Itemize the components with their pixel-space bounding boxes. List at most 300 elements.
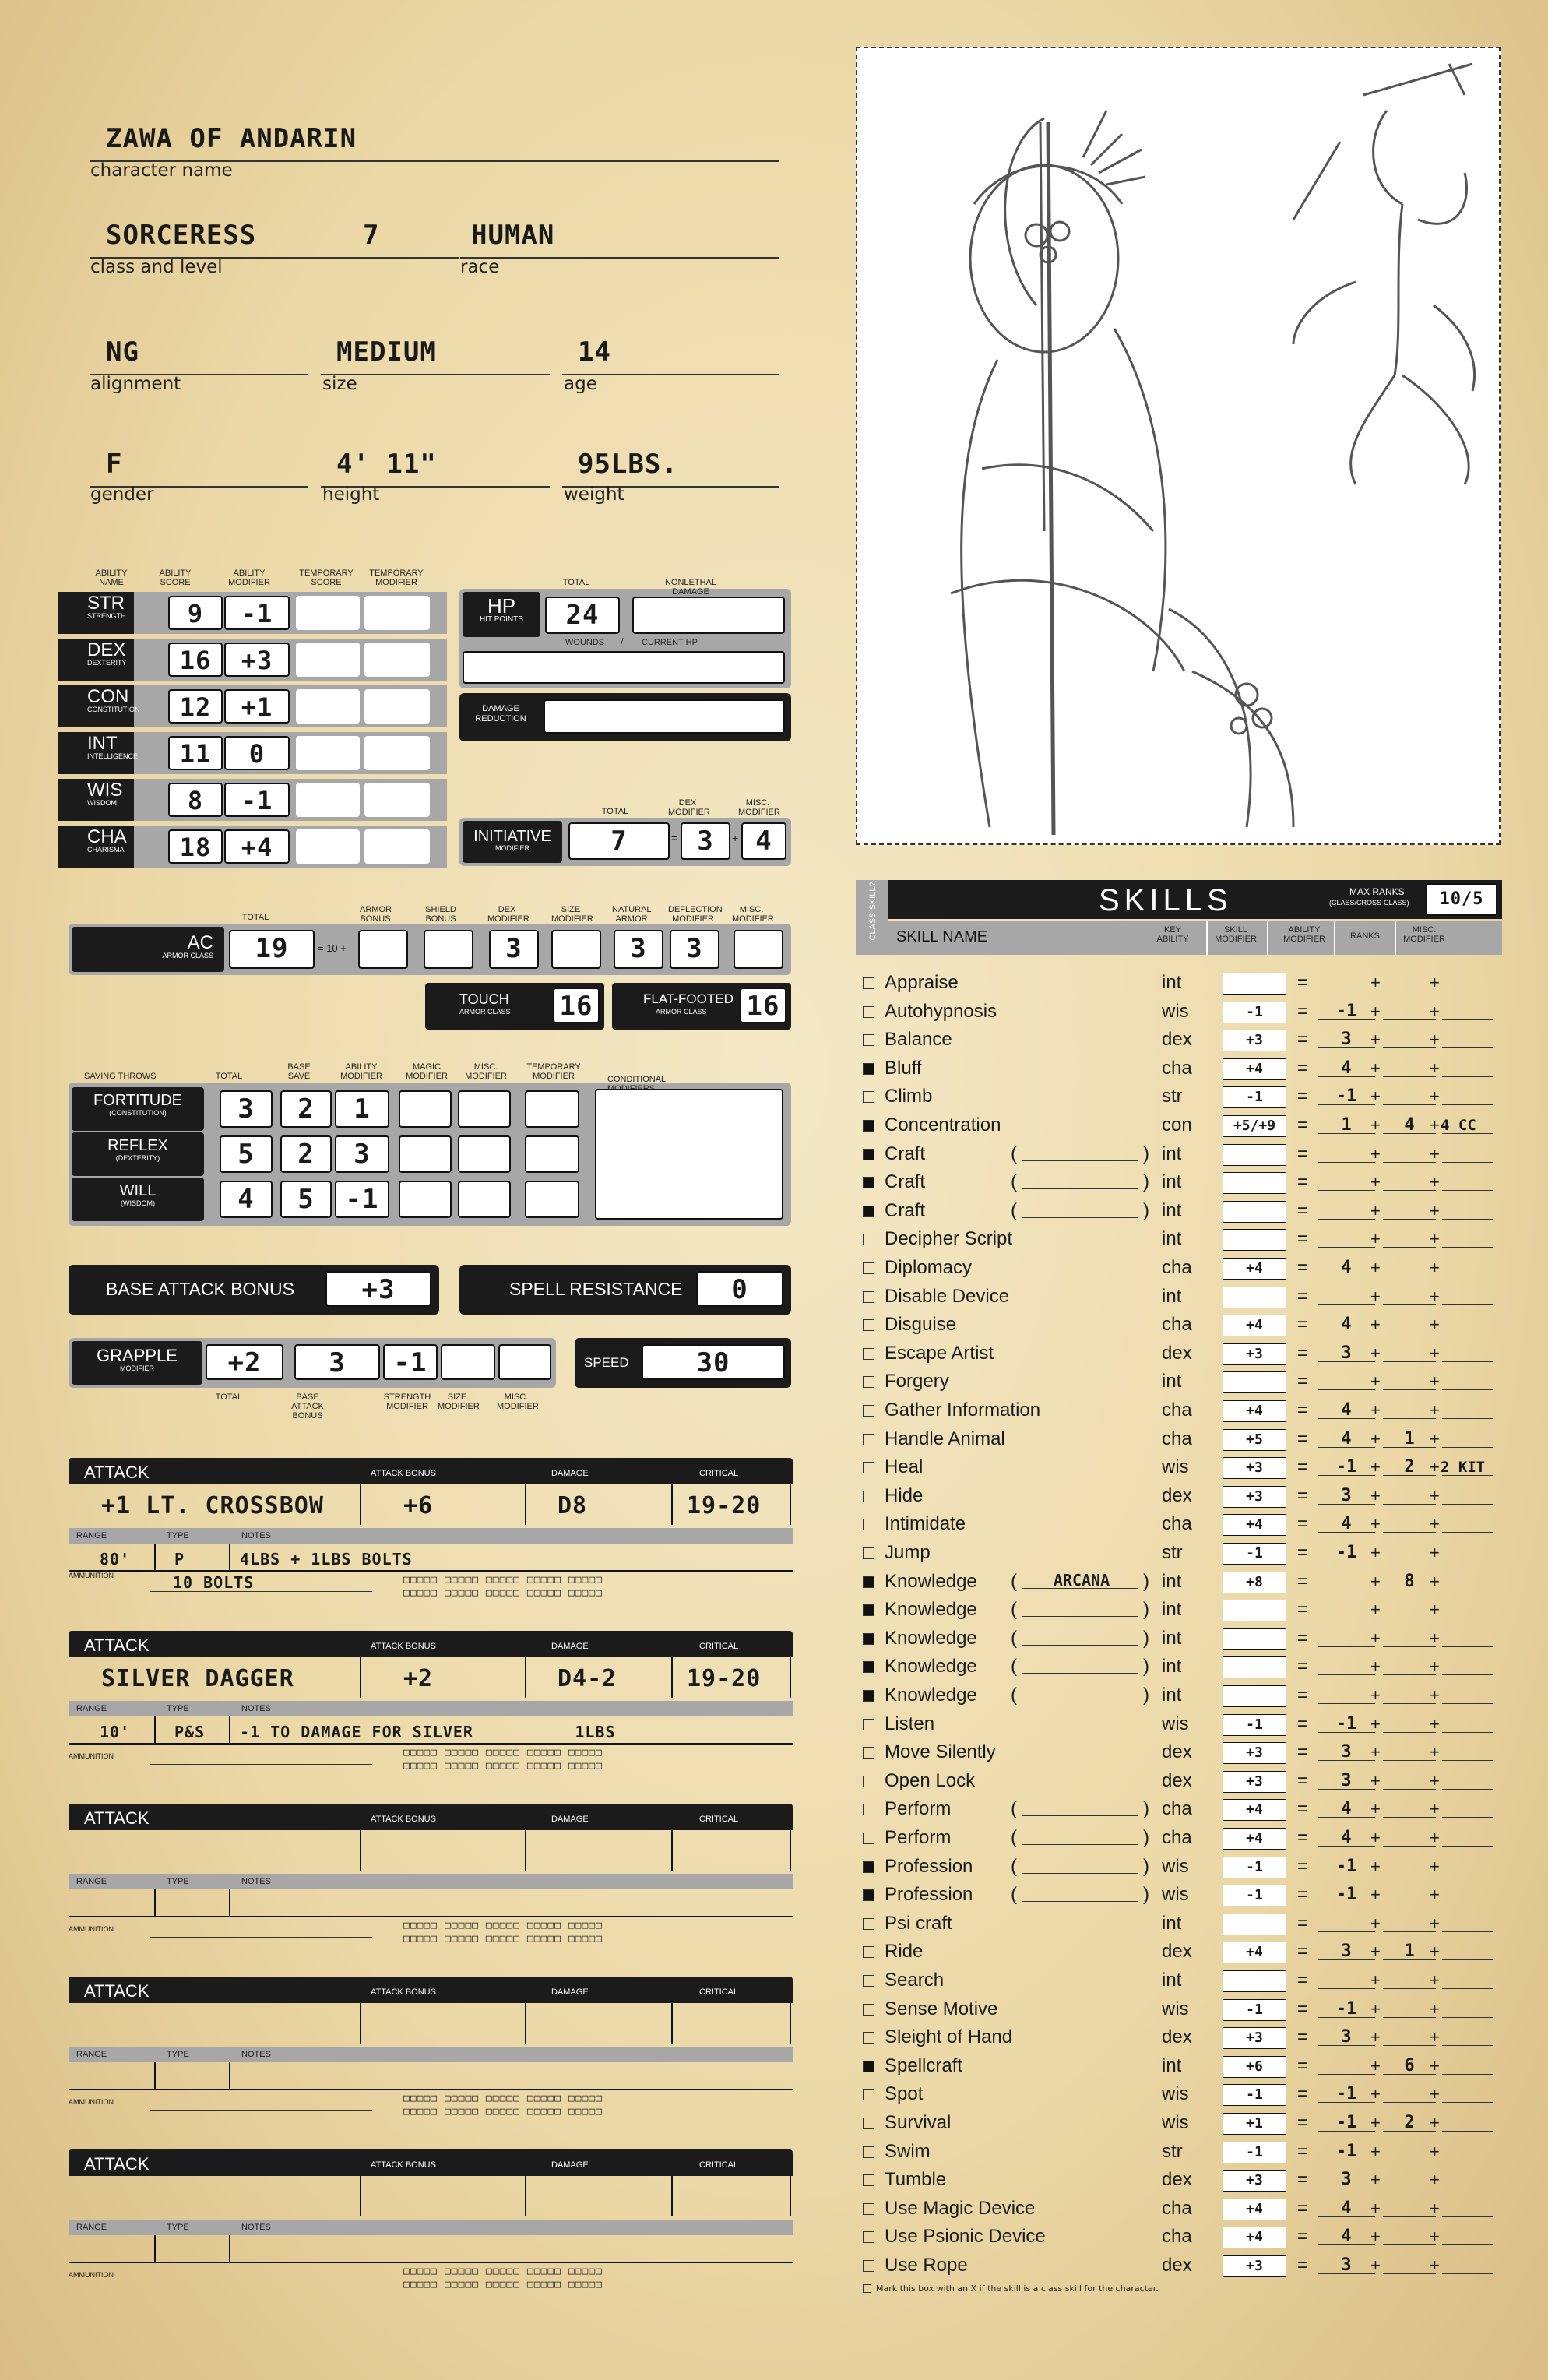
skill-modifier[interactable]: +4 bbox=[1223, 2227, 1286, 2248]
skill-name: Disable Device bbox=[885, 1286, 1010, 1307]
temp-modifier[interactable] bbox=[364, 643, 430, 677]
ac-shield[interactable] bbox=[424, 930, 473, 969]
ability-modifier[interactable]: -1 bbox=[224, 596, 290, 630]
skill-modifier[interactable]: +3 bbox=[1223, 1343, 1286, 1365]
ability-modifier[interactable]: 3 bbox=[1341, 2255, 1352, 2275]
type-label: TYPE bbox=[167, 1704, 189, 1713]
class-skill-checkbox[interactable] bbox=[863, 2146, 874, 2158]
hp-slash: / bbox=[621, 637, 624, 646]
ability-modifier[interactable]: 0 bbox=[224, 736, 290, 770]
sr-block bbox=[459, 1265, 791, 1315]
skill-subtype-value: ARCANA bbox=[1053, 1571, 1110, 1590]
skill-modifier[interactable]: +3 bbox=[1223, 2170, 1286, 2192]
ability-modifier[interactable]: 3 bbox=[1341, 2170, 1352, 2189]
notes[interactable]: 4LBS + 1LBS BOLTS bbox=[240, 1550, 413, 1568]
ability-modifier[interactable]: -1 bbox=[1335, 1086, 1357, 1106]
skill-row: Craft ( ) int = + + bbox=[861, 1197, 1492, 1225]
size-field[interactable] bbox=[321, 329, 550, 375]
ability-modifier[interactable]: -1 bbox=[1335, 2113, 1357, 2132]
ammo-checkboxes[interactable]: □□□□□ □□□□□ □□□□□ □□□□□ □□□□□ □□□□□ □□□□□ □□□□□ □□□□□ □□□□□ bbox=[403, 1747, 603, 1772]
temp-score[interactable] bbox=[296, 783, 360, 817]
ability-abbr: DEX bbox=[87, 639, 126, 660]
save-ability[interactable]: 3 bbox=[335, 1135, 389, 1173]
class-skill-checkbox[interactable] bbox=[863, 2061, 874, 2072]
skill-modifier[interactable]: +4 bbox=[1223, 1942, 1286, 1963]
ability-row-cha bbox=[58, 826, 447, 868]
skill-name: Heal bbox=[885, 1456, 924, 1477]
save-magic[interactable] bbox=[399, 1090, 452, 1128]
ac-deflection[interactable]: 3 bbox=[670, 930, 719, 969]
skill-modifier[interactable]: -1 bbox=[1223, 1002, 1286, 1023]
initiative-dex[interactable]: 3 bbox=[681, 822, 730, 860]
ability-modifier[interactable]: +3 bbox=[224, 643, 290, 677]
ammunition-field[interactable] bbox=[150, 2266, 372, 2283]
temp-modifier[interactable] bbox=[364, 736, 430, 770]
height-field[interactable] bbox=[321, 441, 550, 488]
ability-modifier[interactable]: -1 bbox=[1335, 2084, 1357, 2104]
damage[interactable]: D4-2 bbox=[558, 1665, 617, 1692]
skill-name: Use Magic Device bbox=[885, 2198, 1036, 2219]
save-misc[interactable] bbox=[458, 1135, 511, 1173]
temp-modifier[interactable] bbox=[364, 689, 430, 724]
skill-name: Diplomacy bbox=[885, 1257, 973, 1278]
ammunition-field[interactable] bbox=[150, 2093, 372, 2111]
key-ability: int bbox=[1162, 1656, 1182, 1677]
misc-modifier[interactable]: 2 KIT bbox=[1441, 1459, 1486, 1476]
ability-modifier[interactable]: 4 bbox=[1341, 1258, 1352, 1277]
save-ability[interactable]: 1 bbox=[335, 1090, 389, 1128]
class-skill-checkbox[interactable] bbox=[863, 1690, 874, 1702]
skill-name: Move Silently bbox=[885, 1741, 996, 1762]
class-skill-checkbox[interactable] bbox=[863, 1405, 874, 1417]
class-skill-checkbox[interactable] bbox=[863, 1319, 874, 1331]
attack-bonus[interactable]: +6 bbox=[403, 1492, 434, 1519]
attack-header bbox=[69, 1804, 793, 1830]
type[interactable]: P bbox=[174, 1550, 185, 1568]
character-name-field[interactable] bbox=[90, 109, 779, 162]
ability-row-dex bbox=[58, 639, 447, 681]
hp-wounds-current[interactable] bbox=[463, 651, 785, 684]
weapon-name[interactable]: +1 LT. CROSSBOW bbox=[101, 1492, 324, 1519]
temp-modifier[interactable] bbox=[364, 829, 430, 864]
grapple-sub: MODIFIER bbox=[120, 1364, 154, 1372]
class-skill-checkbox[interactable] bbox=[863, 1034, 874, 1046]
class-field[interactable] bbox=[90, 209, 459, 259]
skill-modifier[interactable] bbox=[1223, 1628, 1286, 1650]
ac-dex[interactable]: 3 bbox=[489, 930, 539, 969]
ability-modifier[interactable]: 4 bbox=[1341, 1315, 1352, 1334]
temp-score[interactable] bbox=[296, 736, 360, 770]
skill-modifier[interactable]: -1 bbox=[1223, 2084, 1286, 2106]
class-skill-checkbox[interactable] bbox=[863, 2118, 874, 2129]
skill-modifier[interactable]: +4 bbox=[1223, 1799, 1286, 1821]
save-sub: (DEXTERITY) bbox=[115, 1154, 160, 1162]
initiative-misc[interactable]: 4 bbox=[741, 822, 786, 860]
skill-modifier[interactable]: +6 bbox=[1223, 2056, 1286, 2078]
class-skill-checkbox[interactable] bbox=[863, 1804, 874, 1815]
class-skill-checkbox[interactable] bbox=[863, 2260, 874, 2272]
save-ability[interactable]: -1 bbox=[335, 1181, 389, 1218]
height-value: 4' 11" bbox=[336, 449, 437, 480]
save-name: FORTITUDE bbox=[93, 1092, 183, 1109]
skill-row: Forgery int = + + bbox=[861, 1368, 1492, 1396]
ranks[interactable]: 2 bbox=[1404, 2113, 1415, 2132]
skill-modifier[interactable] bbox=[1223, 1172, 1286, 1194]
class-skill-checkbox[interactable] bbox=[863, 2203, 874, 2215]
skill-modifier[interactable]: +4 bbox=[1223, 1315, 1286, 1336]
initiative-total[interactable]: 7 bbox=[568, 822, 670, 860]
conditional-modifiers[interactable] bbox=[595, 1089, 783, 1220]
skill-name: Decipher Script bbox=[885, 1228, 1013, 1249]
skill-modifier[interactable] bbox=[1223, 1685, 1286, 1707]
ranks[interactable]: 4 bbox=[1404, 1115, 1415, 1135]
save-base[interactable]: 5 bbox=[280, 1181, 332, 1218]
class-skill-checkbox[interactable] bbox=[863, 1661, 874, 1673]
gender-field[interactable] bbox=[90, 441, 308, 488]
bab-block bbox=[69, 1265, 439, 1315]
ammunition-field[interactable] bbox=[150, 1748, 372, 1765]
class-skill-checkbox[interactable] bbox=[863, 977, 874, 989]
misc-modifier[interactable]: 4 CC bbox=[1441, 1117, 1476, 1134]
class-skill-checkbox[interactable] bbox=[863, 2174, 874, 2186]
hp-total[interactable]: 24 bbox=[545, 597, 620, 634]
bab-value[interactable]: +3 bbox=[325, 1271, 431, 1307]
save-total[interactable]: 5 bbox=[220, 1135, 273, 1173]
class-skill-checkbox[interactable] bbox=[863, 1633, 874, 1645]
save-temp[interactable] bbox=[525, 1090, 579, 1128]
ability-modifier[interactable]: 3 bbox=[1341, 1030, 1352, 1049]
weight-label: weight bbox=[564, 484, 624, 505]
skill-modifier[interactable]: +5 bbox=[1223, 1429, 1286, 1451]
type-label: TYPE bbox=[167, 2223, 189, 2232]
class-skill-checkbox[interactable] bbox=[863, 2004, 874, 2016]
ability-score[interactable]: 11 bbox=[168, 736, 223, 770]
skill-modifier[interactable]: -1 bbox=[1223, 1086, 1286, 1108]
ac-total[interactable]: 19 bbox=[229, 930, 315, 969]
skill-modifier[interactable]: -1 bbox=[1223, 2142, 1286, 2163]
save-temp[interactable] bbox=[525, 1135, 579, 1173]
skill-name: Knowledge bbox=[885, 1571, 977, 1592]
class-skill-checkbox[interactable] bbox=[863, 2089, 874, 2100]
attack-label: ATTACK bbox=[84, 1635, 150, 1655]
class-skill-checkbox[interactable] bbox=[863, 1291, 874, 1303]
save-sub: (CONSTITUTION) bbox=[109, 1109, 167, 1117]
class-skill-checkbox[interactable] bbox=[863, 1833, 874, 1844]
ranks[interactable]: 8 bbox=[1404, 1572, 1415, 1591]
skills-footer bbox=[863, 2283, 1159, 2294]
temp-score[interactable] bbox=[296, 829, 360, 864]
class-skill-checkbox[interactable] bbox=[863, 1576, 874, 1588]
temp-score[interactable] bbox=[296, 689, 360, 724]
grapple-misc[interactable] bbox=[498, 1344, 551, 1380]
ability-modifier[interactable]: +4 bbox=[224, 829, 290, 864]
skill-modifier[interactable]: +1 bbox=[1223, 2113, 1286, 2135]
skills-header bbox=[856, 880, 1502, 955]
class-skill-checkbox[interactable] bbox=[863, 1149, 874, 1160]
skill-name: Listen bbox=[885, 1713, 935, 1734]
class-skill-checkbox[interactable] bbox=[863, 1719, 874, 1730]
class-skill-checkbox[interactable] bbox=[863, 2231, 874, 2243]
class-skill-checkbox[interactable] bbox=[863, 1747, 874, 1759]
save-total[interactable]: 3 bbox=[220, 1090, 273, 1128]
class-skill-checkbox[interactable] bbox=[863, 1547, 874, 1559]
skill-modifier[interactable]: -1 bbox=[1223, 1857, 1286, 1878]
range[interactable]: 10' bbox=[100, 1723, 131, 1741]
critical[interactable]: 19-20 bbox=[687, 1492, 762, 1519]
ability-modifier[interactable]: -1 bbox=[1335, 1457, 1357, 1477]
ammunition-field[interactable] bbox=[150, 1575, 372, 1592]
class-skill-checkbox[interactable] bbox=[863, 1975, 874, 1987]
skill-row: Appraise int = + + bbox=[861, 969, 1492, 997]
skill-modifier[interactable]: +4 bbox=[1223, 1514, 1286, 1536]
save-misc[interactable] bbox=[458, 1090, 511, 1128]
max-ranks-value[interactable]: 10/5 bbox=[1426, 883, 1497, 916]
touch-value[interactable]: 16 bbox=[553, 988, 600, 1023]
skill-modifier[interactable] bbox=[1223, 1371, 1286, 1393]
class-skill-checkbox[interactable] bbox=[863, 1462, 874, 1473]
speed-label: SPEED bbox=[584, 1355, 629, 1370]
ability-modifier[interactable]: 3 bbox=[1341, 1771, 1352, 1790]
grapple-label-base: BASE ATTACK BONUS bbox=[291, 1392, 324, 1421]
skill-modifier[interactable]: +4 bbox=[1223, 1258, 1286, 1280]
skill-modifier[interactable] bbox=[1223, 1144, 1286, 1166]
weapon-name[interactable]: SILVER DAGGER bbox=[101, 1665, 294, 1692]
skill-modifier[interactable] bbox=[1223, 1600, 1286, 1621]
ammo-checkboxes[interactable]: □□□□□ □□□□□ □□□□□ □□□□□ □□□□□ □□□□□ □□□□□ □□□□□ □□□□□ □□□□□ bbox=[403, 1574, 603, 1599]
class-skill-checkbox[interactable] bbox=[863, 1091, 874, 1103]
skill-name: Perform bbox=[885, 1827, 952, 1848]
save-base[interactable]: 2 bbox=[280, 1135, 332, 1173]
ability-modifier[interactable]: +1 bbox=[224, 689, 290, 724]
class-skill-checkbox[interactable] bbox=[863, 1234, 874, 1245]
class-skill-checkbox[interactable] bbox=[863, 1262, 874, 1274]
save-label-saving: SAVING THROWS bbox=[84, 1072, 157, 1081]
grapple-size[interactable] bbox=[441, 1344, 495, 1380]
hp-nonlethal[interactable] bbox=[632, 597, 785, 634]
skill-name: Sleight of Hand bbox=[885, 2026, 1013, 2047]
ability-modifier[interactable]: 4 bbox=[1341, 1429, 1352, 1449]
save-magic[interactable] bbox=[399, 1135, 452, 1173]
ability-modifier[interactable]: 4 bbox=[1341, 1828, 1352, 1847]
ac-label-dex: DEX MODIFIER bbox=[487, 905, 529, 924]
save-label-misc: MISC. MODIFIER bbox=[465, 1062, 507, 1081]
ammunition-field[interactable] bbox=[150, 1921, 372, 1938]
class-skill-checkbox[interactable] bbox=[863, 1348, 874, 1360]
skill-modifier[interactable]: +3 bbox=[1223, 1457, 1286, 1479]
save-temp[interactable] bbox=[525, 1181, 579, 1218]
skill-row: Profession ( ) wis -1 = -1 + + bbox=[861, 1853, 1492, 1881]
ability-modifier[interactable]: -1 bbox=[1335, 1714, 1357, 1734]
notes[interactable]: -1 TO DAMAGE FOR SILVER 1LBS bbox=[240, 1723, 616, 1741]
skill-modifier[interactable]: +3 bbox=[1223, 1486, 1286, 1508]
class-skill-checkbox[interactable] bbox=[863, 1434, 874, 1445]
ammo-checkboxes[interactable]: □□□□□ □□□□□ □□□□□ □□□□□ □□□□□ □□□□□ □□□□□ □□□□□ □□□□□ □□□□□ bbox=[403, 2093, 603, 2118]
attack-label: ATTACK bbox=[84, 1981, 150, 2001]
class-skill-checkbox[interactable] bbox=[863, 1006, 874, 1018]
ability-modifier[interactable]: 3 bbox=[1341, 2027, 1352, 2047]
temp-score[interactable] bbox=[296, 596, 360, 630]
damage[interactable]: D8 bbox=[558, 1492, 588, 1519]
notes-label: NOTES bbox=[241, 1704, 271, 1713]
ability-modifier[interactable]: 4 bbox=[1341, 1058, 1352, 1078]
skill-name: Craft bbox=[885, 1200, 926, 1221]
speed-value[interactable]: 30 bbox=[642, 1344, 785, 1380]
ability-modifier[interactable]: -1 bbox=[1335, 1885, 1357, 1904]
skill-modifier[interactable]: +3 bbox=[1223, 1742, 1286, 1764]
ac-natural[interactable]: 3 bbox=[614, 930, 663, 969]
ranks[interactable]: 6 bbox=[1404, 2056, 1415, 2075]
flat-footed-label: FLAT-FOOTED bbox=[643, 991, 734, 1006]
class-skill-checkbox[interactable] bbox=[863, 1120, 874, 1132]
hp-label: HP bbox=[487, 594, 516, 618]
ability-modifier[interactable]: 4 bbox=[1341, 1799, 1352, 1818]
ability-modifier[interactable]: 4 bbox=[1341, 2227, 1352, 2246]
class-skill-checkbox[interactable] bbox=[863, 1519, 874, 1530]
range[interactable]: 80' bbox=[100, 1550, 131, 1568]
grapple-total[interactable]: +2 bbox=[206, 1344, 283, 1380]
ac-armor[interactable] bbox=[358, 930, 408, 969]
ability-mod-col: ABILITY MODIFIER bbox=[1283, 925, 1325, 944]
ac-size[interactable] bbox=[551, 930, 601, 969]
ability-modifier[interactable]: 3 bbox=[1341, 1343, 1352, 1363]
class-skill-checkbox[interactable] bbox=[863, 1604, 874, 1616]
skill-name: Bluff bbox=[885, 1058, 922, 1079]
ability-score[interactable]: 16 bbox=[168, 643, 223, 677]
skill-modifier[interactable] bbox=[1223, 1914, 1286, 1935]
ranks[interactable]: 2 bbox=[1404, 1457, 1415, 1477]
class-skill-checkbox[interactable] bbox=[863, 1861, 874, 1873]
skill-modifier[interactable]: +4 bbox=[1223, 2199, 1286, 2220]
ability-modifier[interactable]: 3 bbox=[1341, 1942, 1352, 1961]
temp-modifier[interactable] bbox=[364, 783, 430, 817]
ability-modifier[interactable]: 4 bbox=[1341, 1400, 1352, 1420]
alignment-field[interactable] bbox=[90, 329, 308, 375]
skill-modifier[interactable]: +4 bbox=[1223, 1400, 1286, 1422]
ac-misc[interactable] bbox=[734, 930, 783, 969]
skill-modifier[interactable] bbox=[1223, 1287, 1286, 1308]
ability-modifier[interactable]: -1 bbox=[224, 783, 290, 817]
ability-modifier[interactable]: 3 bbox=[1341, 1486, 1352, 1505]
skill-name: Hide bbox=[885, 1485, 924, 1506]
grapple-str[interactable]: -1 bbox=[383, 1344, 438, 1380]
key-ability: dex bbox=[1162, 1343, 1192, 1364]
age-value: 14 bbox=[578, 336, 611, 368]
ability-score[interactable]: 12 bbox=[168, 689, 223, 724]
max-ranks-sub: (CLASS/CROSS-CLASS) bbox=[1329, 899, 1409, 907]
hp-current-label: CURRENT HP bbox=[642, 638, 698, 647]
ranks-col: RANKS bbox=[1350, 931, 1380, 941]
skill-modifier[interactable] bbox=[1223, 1229, 1286, 1251]
race-field[interactable] bbox=[460, 209, 779, 259]
ability-score[interactable]: 9 bbox=[168, 596, 223, 630]
ability-modifier[interactable]: -1 bbox=[1335, 2142, 1357, 2161]
attack-bonus[interactable]: +2 bbox=[403, 1665, 434, 1692]
ranks[interactable]: 1 bbox=[1404, 1429, 1415, 1449]
skill-name: Jump bbox=[885, 1542, 931, 1563]
skill-modifier[interactable]: +5/+9 bbox=[1223, 1115, 1286, 1137]
ammo-checkboxes[interactable]: □□□□□ □□□□□ □□□□□ □□□□□ □□□□□ □□□□□ □□□□□ □□□□□ □□□□□ □□□□□ bbox=[403, 2266, 603, 2290]
skill-modifier[interactable] bbox=[1223, 973, 1286, 995]
class-skill-checkbox[interactable] bbox=[863, 2032, 874, 2044]
grapple-base[interactable]: 3 bbox=[294, 1344, 380, 1380]
class-skill-checkbox[interactable] bbox=[863, 1206, 874, 1217]
class-skill-checkbox[interactable] bbox=[863, 1376, 874, 1388]
ability-modifier[interactable]: 4 bbox=[1341, 1514, 1352, 1533]
ability-modifier[interactable]: 3 bbox=[1341, 1742, 1352, 1762]
ability-score[interactable]: 18 bbox=[168, 829, 223, 864]
ability-modifier[interactable]: -1 bbox=[1335, 1999, 1357, 2019]
skill-modifier[interactable]: +4 bbox=[1223, 1058, 1286, 1080]
sr-label: SPELL RESISTANCE bbox=[509, 1279, 683, 1299]
age-field[interactable] bbox=[562, 329, 779, 375]
sr-value[interactable]: 0 bbox=[696, 1271, 783, 1307]
type[interactable]: P&S bbox=[174, 1723, 206, 1741]
gender-label: gender bbox=[90, 484, 154, 505]
range-label: RANGE bbox=[76, 2050, 107, 2059]
class-skill-checkbox[interactable] bbox=[863, 1946, 874, 1958]
weight-field[interactable] bbox=[562, 441, 779, 488]
skill-modifier[interactable]: +3 bbox=[1223, 2255, 1286, 2277]
skill-row: Use Psionic Device cha +4 = 4 + + bbox=[861, 2223, 1492, 2251]
skill-modifier[interactable]: -1 bbox=[1223, 1999, 1286, 2021]
ability-modifier[interactable]: 4 bbox=[1341, 2199, 1352, 2218]
skill-name: Forgery bbox=[885, 1371, 949, 1392]
class-skill-checkbox[interactable] bbox=[863, 1776, 874, 1787]
skill-name: Open Lock bbox=[885, 1770, 976, 1791]
class-skill-checkbox[interactable] bbox=[863, 1177, 874, 1188]
ability-score[interactable]: 8 bbox=[168, 783, 223, 817]
skill-row: Search int = + + bbox=[861, 1966, 1492, 1994]
skill-modifier[interactable]: +4 bbox=[1223, 1828, 1286, 1850]
critical[interactable]: 19-20 bbox=[687, 1665, 762, 1692]
skill-modifier[interactable] bbox=[1223, 1656, 1286, 1678]
save-misc[interactable] bbox=[458, 1181, 511, 1218]
skill-modifier[interactable]: +3 bbox=[1223, 1771, 1286, 1793]
skill-modifier[interactable]: +8 bbox=[1223, 1572, 1286, 1593]
skill-modifier[interactable] bbox=[1223, 1201, 1286, 1223]
key-ability: wis bbox=[1162, 1998, 1189, 2019]
skill-modifier[interactable]: +3 bbox=[1223, 1030, 1286, 1051]
ability-modifier[interactable]: -1 bbox=[1335, 1543, 1357, 1562]
ranks[interactable]: 1 bbox=[1404, 1942, 1415, 1961]
class-skill-checkbox[interactable] bbox=[863, 1889, 874, 1901]
skill-modifier[interactable]: +3 bbox=[1223, 2027, 1286, 2049]
save-base[interactable]: 2 bbox=[280, 1090, 332, 1128]
ammo-checkboxes[interactable]: □□□□□ □□□□□ □□□□□ □□□□□ □□□□□ □□□□□ □□□□□ □□□□□ □□□□□ □□□□□ bbox=[403, 1920, 603, 1945]
character-name-value: ZAWA OF ANDARIN bbox=[106, 123, 357, 154]
save-row-will bbox=[69, 1178, 582, 1221]
class-skill-checkbox[interactable] bbox=[863, 1063, 874, 1075]
skill-modifier[interactable] bbox=[1223, 1970, 1286, 1992]
ability-modifier[interactable]: -1 bbox=[1335, 1857, 1357, 1876]
class-skill-checkbox[interactable] bbox=[863, 1918, 874, 1930]
temp-score[interactable] bbox=[296, 643, 360, 677]
dr-value[interactable] bbox=[544, 699, 785, 734]
skill-modifier[interactable]: -1 bbox=[1223, 1714, 1286, 1736]
ability-modifier[interactable]: -1 bbox=[1335, 1002, 1357, 1021]
save-magic[interactable] bbox=[399, 1181, 452, 1218]
temp-modifier[interactable] bbox=[364, 596, 430, 630]
ability-row-int bbox=[58, 732, 447, 774]
flat-footed-value[interactable]: 16 bbox=[740, 988, 786, 1023]
skill-modifier[interactable]: -1 bbox=[1223, 1885, 1286, 1906]
class-skill-checkbox[interactable] bbox=[863, 1491, 874, 1502]
ammunition-label: AMMUNITION bbox=[69, 1925, 114, 1933]
size-label: size bbox=[322, 374, 357, 394]
ability-modifier[interactable]: 1 bbox=[1341, 1115, 1352, 1135]
save-total[interactable]: 4 bbox=[220, 1181, 273, 1218]
skill-modifier[interactable]: -1 bbox=[1223, 1543, 1286, 1565]
